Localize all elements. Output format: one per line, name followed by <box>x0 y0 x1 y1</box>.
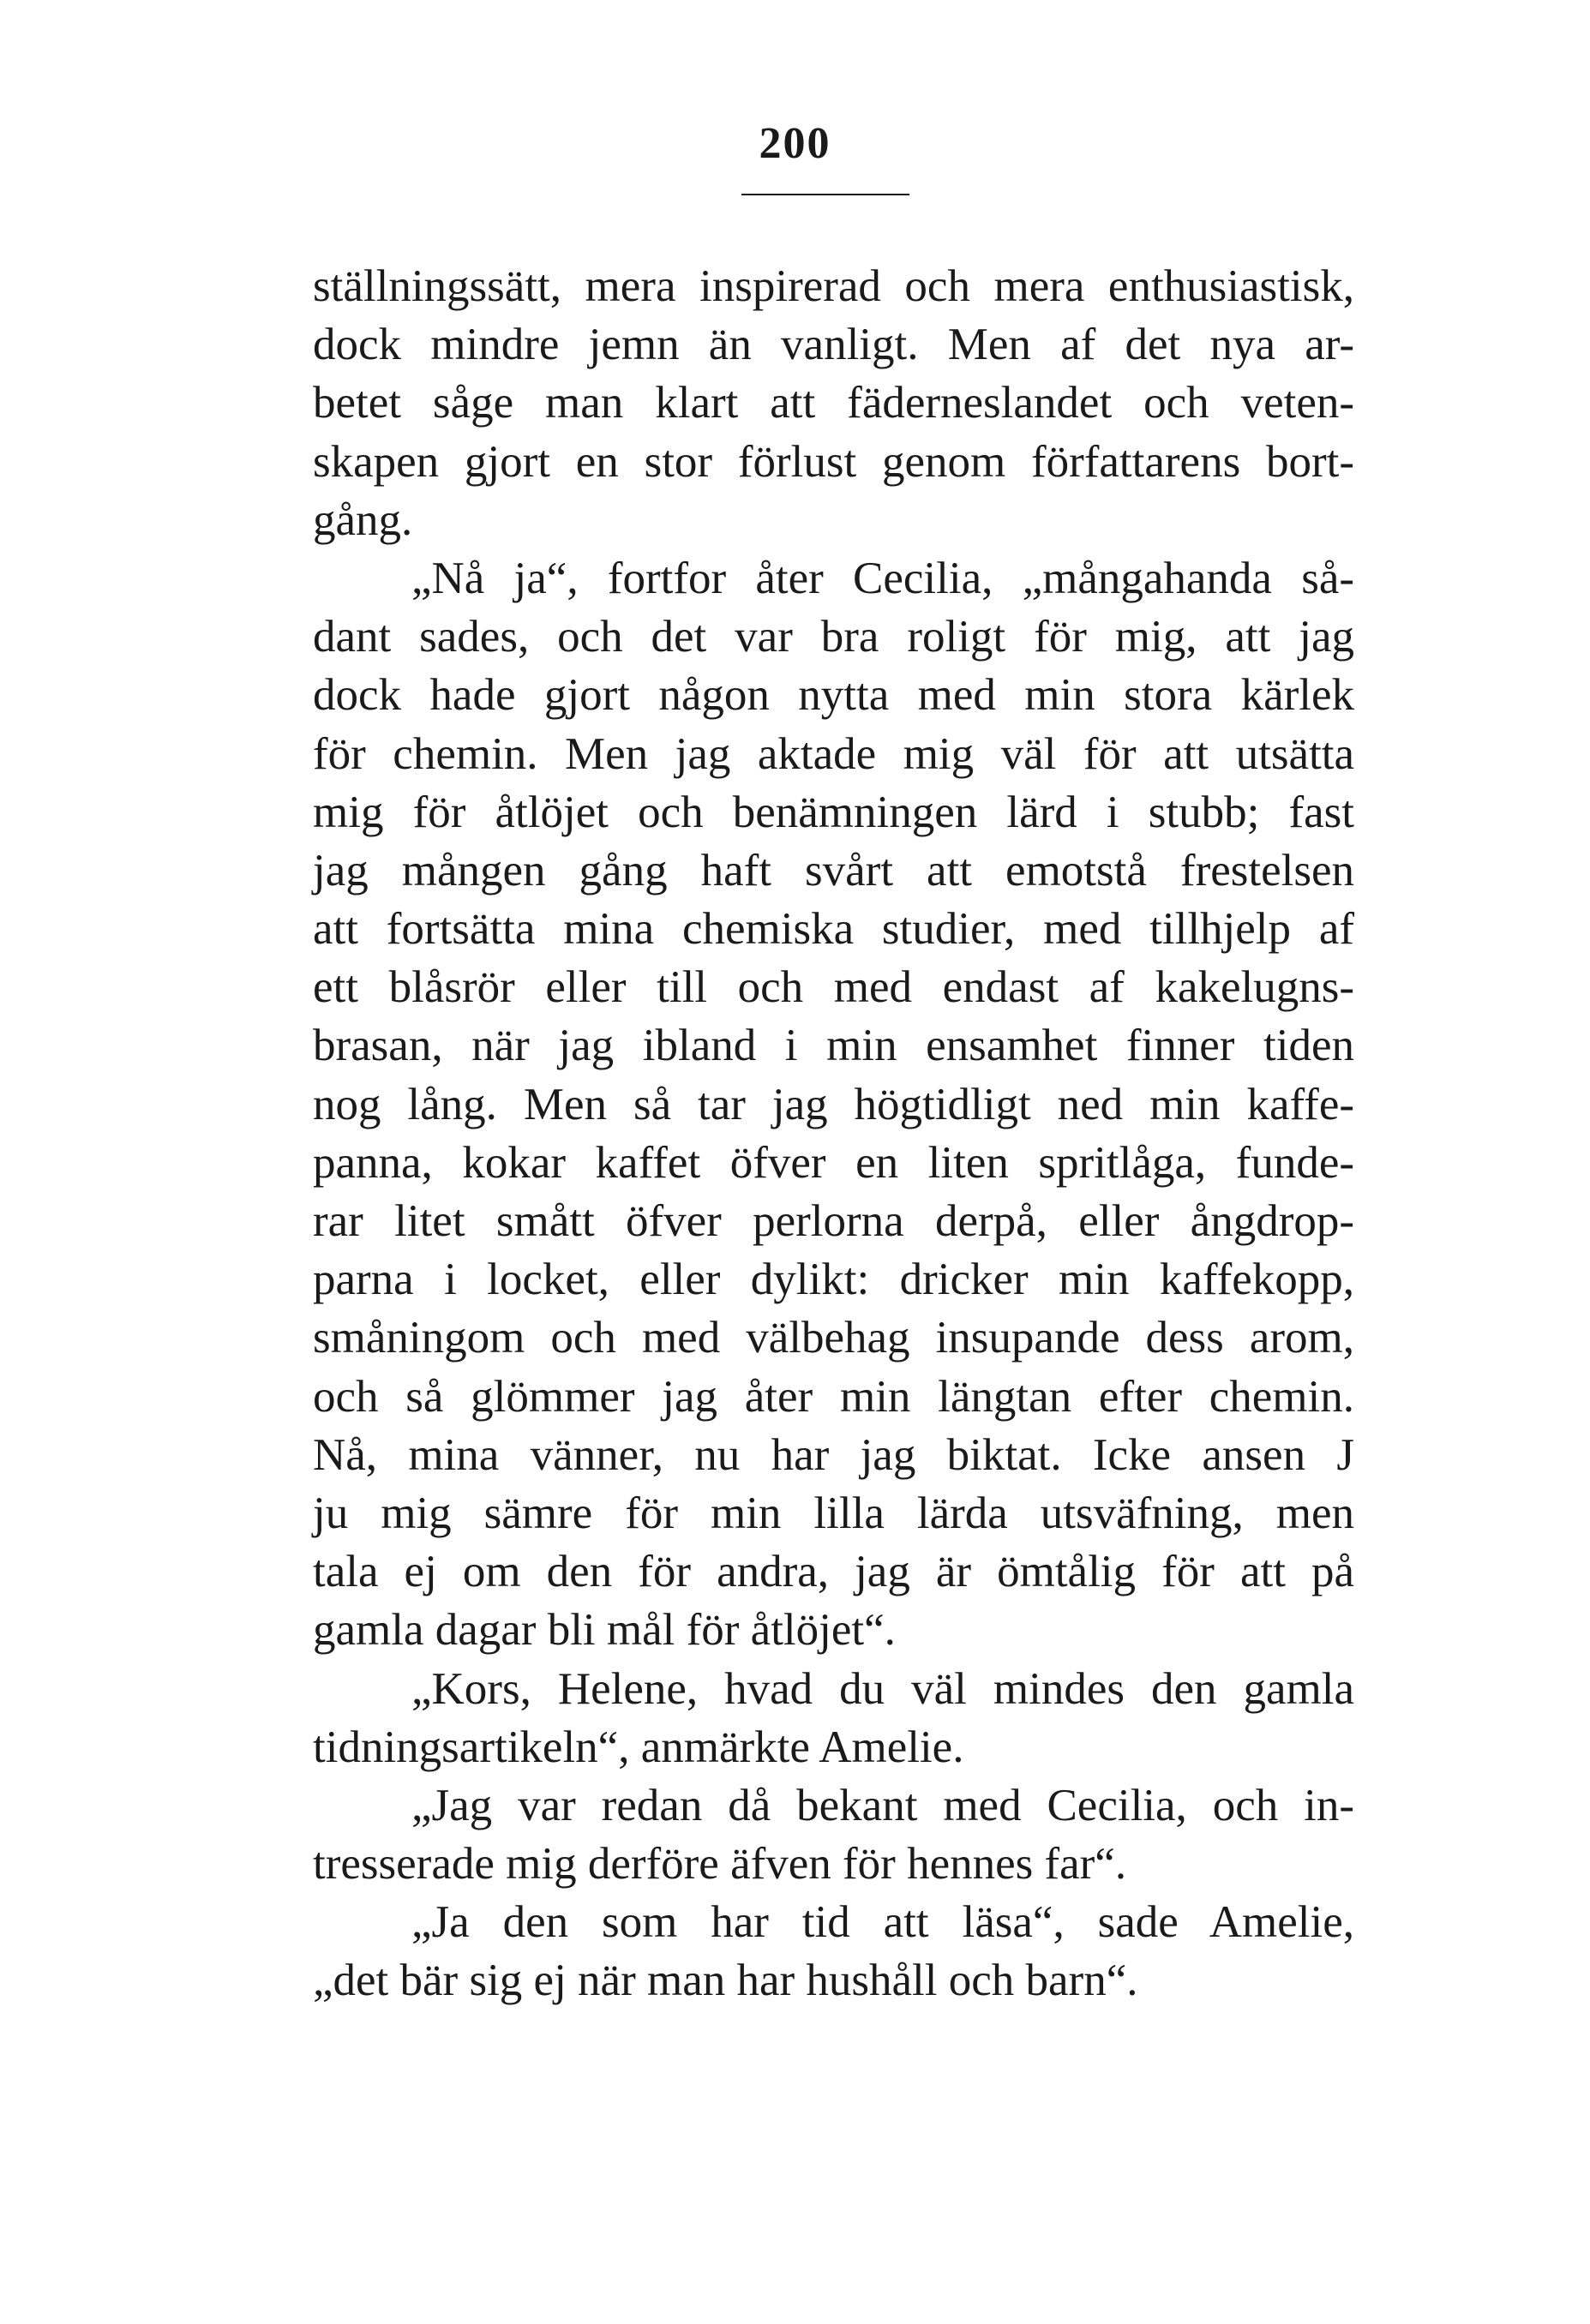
text-line: panna, kokar kaffet öfver en liten spritlåga, funde- <box>313 1137 1354 1188</box>
text-line: tala ej om den för andra, jag är ömtålig för att på <box>313 1547 1354 1597</box>
text-line: ett blåsrör eller till och med endast af kakelugns- <box>313 962 1354 1013</box>
text-line: „Nå ja“, fortfor åter Cecilia, „mångahanda så- <box>411 553 1354 603</box>
text-line: „det bär sig ej när man har hushåll och barn“. <box>313 1956 1138 2006</box>
text-line: „Ja den som har tid att läsa“, sade Amelie, <box>411 1897 1354 1948</box>
text-line: gamla dagar bli mål för åtlöjet“. <box>313 1605 896 1656</box>
text-line: mig för åtlöjet och benämningen lärd i stubb; fast <box>313 787 1354 837</box>
text-line: småningom och med välbehag insupande dess arom, <box>313 1313 1354 1363</box>
text-line: parna i locket, eller dylikt: dricker min kaffekopp, <box>313 1255 1354 1305</box>
text-line: dock hade gjort någon nytta med min stora kärlek <box>313 670 1354 721</box>
header-rule <box>741 194 909 195</box>
text-line: betet såge man klart att fäderneslandet och veten- <box>313 378 1354 428</box>
text-line: ställningssätt, mera inspirerad och mera enthusiastisk, <box>313 261 1354 311</box>
text-line: brasan, när jag ibland i min ensamhet finner tiden <box>313 1021 1354 1071</box>
text-line: och så glömmer jag åter min längtan efter chemin. <box>313 1371 1354 1422</box>
text-line: tresserade mig derföre äfven för hennes far“. <box>313 1839 1127 1890</box>
text-line: jag mången gång haft svårt att emotstå frestelsen <box>313 845 1354 895</box>
page-number: 200 <box>759 119 831 168</box>
text-line: för chemin. Men jag aktade mig väl för att utsätta <box>313 728 1354 779</box>
text-line: „Kors, Helene, hvad du väl mindes den gamla <box>411 1663 1354 1714</box>
text-line: tidningsartikeln“, anmärkte Amelie. <box>313 1722 964 1772</box>
text-line: rar litet smått öfver perlorna derpå, eller ångdrop- <box>313 1196 1354 1246</box>
text-line: „Jag var redan då bekant med Cecilia, och in- <box>411 1780 1354 1830</box>
text-line: Nå, mina vänner, nu har jag biktat. Icke ansen J <box>313 1429 1354 1480</box>
text-line: dant sades, och det var bra roligt för mig, att jag <box>313 612 1354 662</box>
text-line: gång. <box>313 494 413 545</box>
body-text <box>313 257 1354 2010</box>
text-line: ju mig sämre för min lilla lärda utsväfning, men <box>313 1488 1354 1538</box>
text-line: skapen gjort en stor förlust genom författarens bort- <box>313 436 1354 487</box>
text-line: nog lång. Men så tar jag högtidligt ned min kaffe- <box>313 1079 1354 1129</box>
text-line: att fortsätta mina chemiska studier, med tillhjelp af <box>313 904 1354 955</box>
text-line: dock mindre jemn än vanligt. Men af det nya ar- <box>313 320 1354 370</box>
